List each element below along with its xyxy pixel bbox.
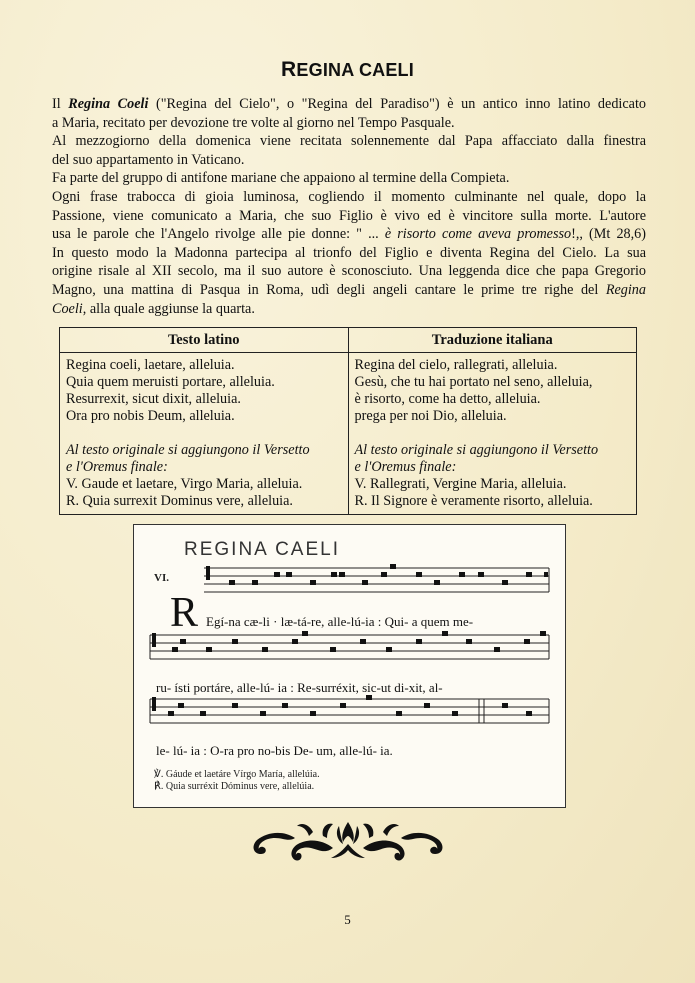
italian-note: Al testo originale si aggiungono il Versetto xyxy=(354,442,599,458)
intro-line: Coeli, alla quale aggiunse la quarta. xyxy=(52,300,255,317)
latin-line: Resurrexit, sicut dixit, alleluia. xyxy=(66,391,241,407)
neumes-3 xyxy=(152,695,532,716)
intro-line: a Maria, recitato per devozione tre volte al giorno nel Tempo Pasquale. xyxy=(52,114,455,131)
italian-response: R. Il Signore è veramente risorto, alleluia. xyxy=(354,493,593,509)
italian-versicle: V. Rallegrati, Vergine Maria, alleluia. xyxy=(354,476,567,492)
italian-line: prega per noi Dio, alleluia. xyxy=(354,408,507,424)
score-mode: VI. xyxy=(154,572,169,584)
italian-note: e l'Oremus finale: xyxy=(354,459,457,475)
intro-line: Fa parte del gruppo di antifone mariane che appaiono al termine della Compieta. xyxy=(52,170,510,187)
neumes-1 xyxy=(206,564,548,585)
italian-line: è risorto, come ha detto, alleluia. xyxy=(354,391,541,407)
lyrics-line-1: Egí-na cæ-li · læ-tá-re, alle-lú-ia : Qui- a quem me- xyxy=(206,614,474,629)
intro-line: del suo appartamento in Vaticano. xyxy=(52,151,245,168)
intro-line: Passione, viene comunicato a Maria, che suo Figlio è vivo ed è vincitore sulla morte. L'autore xyxy=(52,207,646,224)
latin-line: Quia quem meruisti portare, alleluia. xyxy=(66,374,275,390)
intro-line: Il Regina Coeli ("Regina del Cielo", o "Regina del Paradiso") è un antico inno latino dedicato xyxy=(52,96,646,112)
latin-note: Al testo originale si aggiungono il Versetto xyxy=(66,442,310,458)
chant-score xyxy=(133,524,566,808)
italian-line: Gesù, che tu hai portato nel seno, alleluia, xyxy=(354,374,593,390)
intro-line: In questo modo la Madonna partecipa al trionfo del Figlio e diventa Regina del Cielo. La sua xyxy=(52,244,646,261)
intro-line: Magno, una mattina di Pasqua in Roma, udì degli angeli cantare le prime tre righe del Regina xyxy=(52,281,646,298)
latin-note: e l'Oremus finale: xyxy=(66,459,168,475)
page-number: 5 xyxy=(344,912,351,927)
score-title: REGINA CAELI xyxy=(184,539,340,560)
intro-text xyxy=(52,95,646,318)
score-response: ℟. Quia surréxit Dóminus vere, allelúia. xyxy=(154,781,315,792)
staff-3 xyxy=(150,699,549,723)
latin-column xyxy=(60,353,349,515)
neumes-2 xyxy=(152,631,546,652)
intro-line: Ogni frase trabocca di gioia luminosa, cogliendo il momento culminante nel quale, dopo la xyxy=(52,188,646,205)
score-versicle: ℣. Gáude et laetáre Vírgo María, allelúia. xyxy=(154,769,320,780)
italian-column xyxy=(348,353,637,515)
italian-line: Regina del cielo, rallegrati, alleluia. xyxy=(354,357,558,373)
intro-line: Al mezzogiorno della domenica viene recitata solennemente dal Papa affacciato dalla finestra xyxy=(52,133,646,150)
header-italian: Traduzione italiana xyxy=(348,328,637,353)
texts-table xyxy=(59,327,637,515)
latin-response: R. Quia surrexit Dominus vere, alleluia. xyxy=(66,493,293,509)
score-initial: R xyxy=(170,590,199,636)
latin-versicle: V. Gaude et laetare, Virgo Maria, alleluia. xyxy=(66,476,303,492)
page-title: REGINA CAELI xyxy=(281,58,414,81)
intro-line: usa le parole che l'Angelo rivolge alle pie donne: " ... è risorto come aveva promesso!,, (Mt 28,6) xyxy=(52,226,647,243)
floral-ornament xyxy=(243,818,453,868)
intro-line: origine risale al XII secolo, ma il suo autore è sconosciuto. Una leggenda dice che papa Gregorio xyxy=(52,263,646,280)
lyrics-line-3: le- lú- ia : O-ra pro no-bis De- um, alle-lú- ia. xyxy=(156,743,393,758)
header-latin: Testo latino xyxy=(60,328,349,353)
lyrics-line-2: ru- ísti portáre, alle-lú- ia : Re-surréxit, sic-ut di-xit, al- xyxy=(156,680,443,695)
latin-line: Ora pro nobis Deum, alleluia. xyxy=(66,408,235,424)
latin-line: Regina coeli, laetare, alleluia. xyxy=(66,357,235,373)
